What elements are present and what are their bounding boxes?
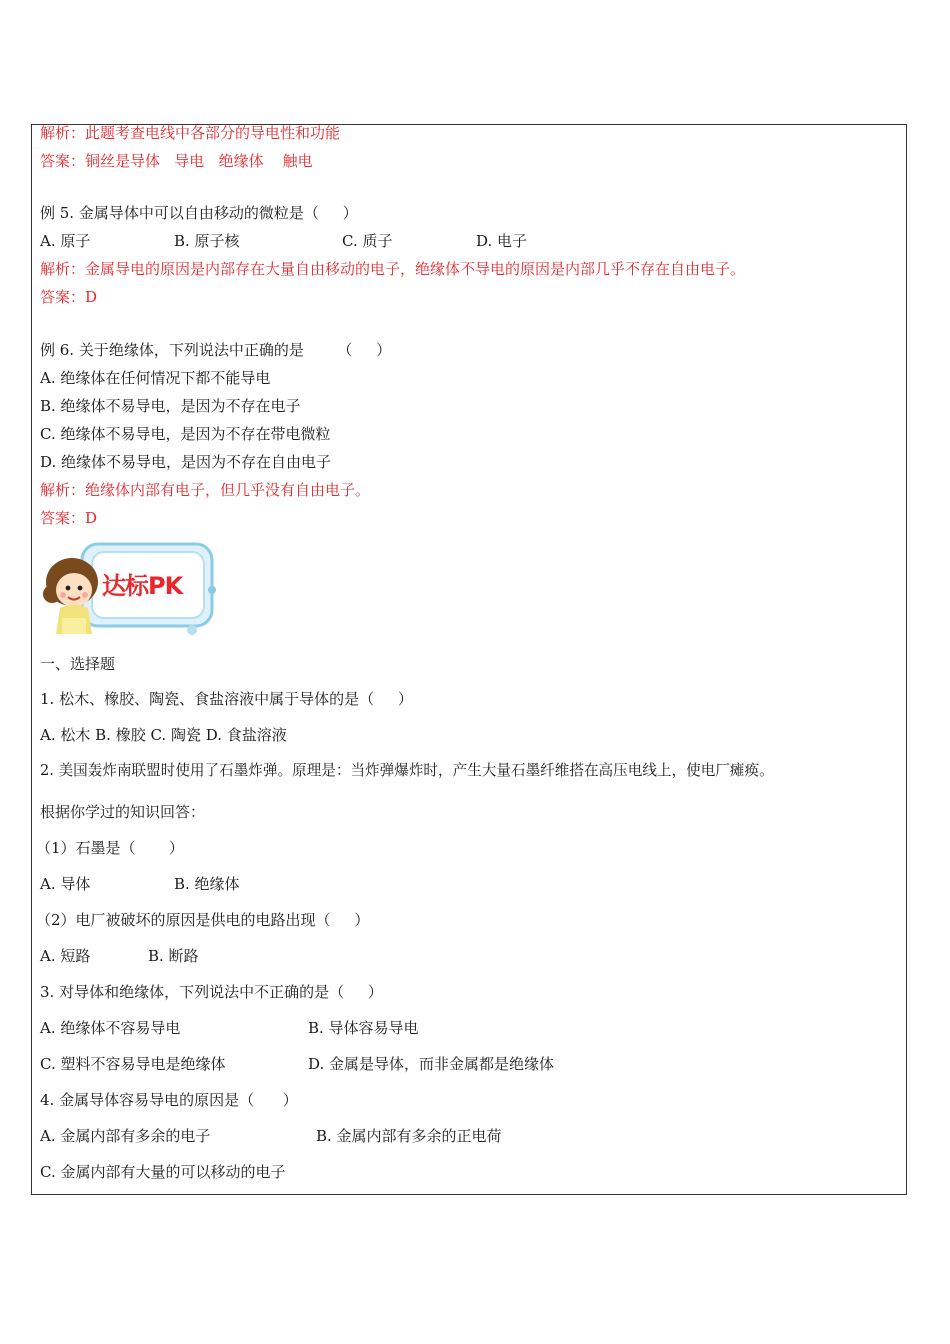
q4-text: 4. 金属导体容易导电的原因是（ ） [40, 1091, 298, 1109]
ex6-option-b: B. 绝缘体不易导电，是因为不存在电子 [40, 397, 301, 415]
ex5-option-b: B. 原子核 [174, 232, 240, 250]
ex4-answer: 答案：铜丝是导体 导电 绝缘体 触电 [40, 152, 313, 170]
q3-text: 3. 对导体和绝缘体，下列说法中不正确的是（ ） [40, 983, 383, 1001]
ex5-analysis: 解析：金属导电的原因是内部存在大量自由移动的电子，绝缘体不导电的原因是内部几乎不存在自由电子。 [40, 260, 746, 278]
q4-option-c: C. 金属内部有大量的可以移动的电子 [40, 1163, 286, 1181]
ex5-option-a: A. 原子 [40, 232, 91, 250]
q2-sub1-option-b: B. 绝缘体 [174, 875, 240, 893]
ex5-question: 例 5. 金属导体中可以自由移动的微粒是（ ） [40, 204, 358, 222]
q2-sub2-option-b: B. 断路 [148, 947, 199, 965]
q3-option-c: C. 塑料不容易导电是绝缘体 [40, 1055, 226, 1073]
q3-option-a: A. 绝缘体不容易导电 [40, 1019, 181, 1037]
ex6-option-c: C. 绝缘体不易导电，是因为不存在带电微粒 [40, 425, 331, 443]
q3-option-d: D. 金属是导体，而非金属都是绝缘体 [308, 1055, 555, 1073]
q2-sub2: （2）电厂被破坏的原因是供电的电路出现（ ） [36, 911, 370, 929]
ex5-option-d: D. 电子 [476, 232, 528, 250]
ex5-option-c: C. 质子 [342, 232, 393, 250]
q2-sub1-option-a: A. 导体 [40, 875, 91, 893]
ex6-option-d: D. 绝缘体不易导电，是因为不存在自由电子 [40, 453, 332, 471]
q2-sub1: （1）石墨是（ ） [36, 839, 184, 857]
ex6-analysis: 解析：绝缘体内部有电子，但几乎没有自由电子。 [40, 481, 371, 499]
q2-text: 2. 美国轰炸南联盟时使用了石墨炸弹。原理是：当炸弹爆炸时，产生大量石墨纤维搭在高压电线上，使电厂瘫痪。 [40, 762, 774, 779]
ex6-question: 例 6. 关于绝缘体，下列说法中正确的是 （ ） [40, 341, 392, 359]
q2-sub2-option-a: A. 短路 [40, 947, 91, 965]
q4-option-a: A. 金属内部有多余的电子 [40, 1127, 211, 1145]
section-title: 一、选择题 [40, 655, 116, 673]
badge-label: 达标PK [102, 572, 183, 600]
ex5-answer: 答案：D [40, 288, 98, 306]
q1-text: 1. 松木、橡胶、陶瓷、食盐溶液中属于导体的是（ ） [40, 690, 413, 708]
q4-option-b: B. 金属内部有多余的正电荷 [316, 1127, 502, 1145]
q2-prompt: 根据你学过的知识回答： [40, 803, 206, 821]
q1-options: A. 松木 B. 橡胶 C. 陶瓷 D. 食盐溶液 [40, 726, 287, 744]
ex4-analysis: 解析：此题考查电线中各部分的导电性和功能 [40, 124, 341, 142]
ex6-option-a: A. 绝缘体在任何情况下都不能导电 [40, 369, 271, 387]
ex6-answer: 答案：D [40, 509, 98, 527]
q3-option-b: B. 导体容易导电 [308, 1019, 419, 1037]
dabiao-pk-badge [42, 538, 218, 640]
